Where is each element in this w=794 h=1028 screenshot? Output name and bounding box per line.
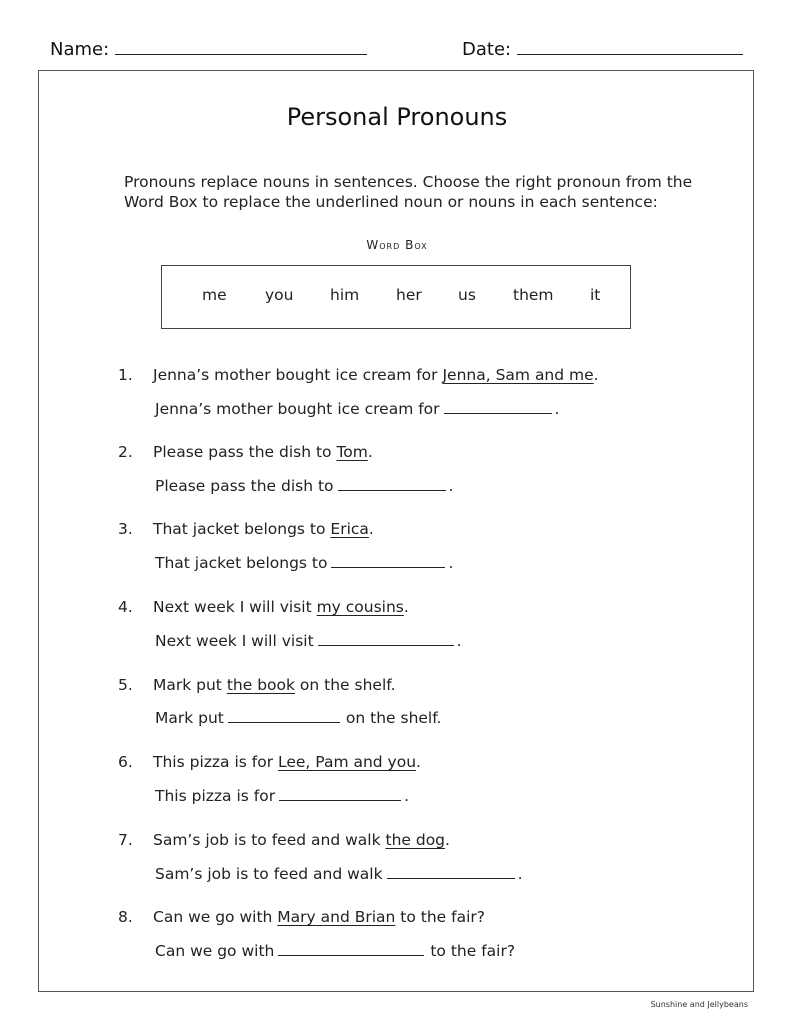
underlined-noun: Erica <box>330 520 369 538</box>
answer-end: on the shelf. <box>345 709 442 727</box>
answer-end: . <box>448 554 454 572</box>
question-sentence <box>153 908 485 926</box>
answer-text: Next week I will visit <box>155 632 314 650</box>
sentence-end: . <box>367 443 373 461</box>
sentence-end: . <box>368 520 374 538</box>
answer-sentence <box>155 863 523 883</box>
answer-blank[interactable] <box>338 475 446 491</box>
underlined-noun: my cousins <box>316 598 404 616</box>
question-sentence <box>153 676 396 694</box>
sentence-text: Sam’s job is to feed and walk <box>153 831 386 849</box>
question-sentence <box>153 598 409 616</box>
answer-blank[interactable] <box>279 785 401 801</box>
sentence-text: Next week I will visit <box>153 598 317 616</box>
answer-text: Sam’s job is to feed and walk <box>155 865 383 883</box>
answer-text: This pizza is for <box>155 787 276 805</box>
answer-sentence <box>155 940 515 960</box>
question-sentence <box>153 831 450 849</box>
answer-blank[interactable] <box>278 940 424 956</box>
sentence-end: . <box>403 598 409 616</box>
answer-text: That jacket belongs to <box>155 554 328 572</box>
answer-end: . <box>554 400 560 418</box>
question-sentence <box>153 520 374 538</box>
underlined-noun: Mary and Brian <box>277 908 396 926</box>
sentence-text: Can we go with <box>153 908 278 926</box>
sentence-end: . <box>445 831 450 849</box>
underlined-noun: Jenna, Sam and me <box>442 366 594 384</box>
sentence-end: . <box>416 753 421 771</box>
answer-sentence <box>155 398 559 418</box>
word-box-item: me <box>202 286 227 304</box>
answer-blank[interactable] <box>444 398 552 414</box>
sentence-end: to the fair? <box>395 908 485 926</box>
name-label: Name: <box>50 39 110 60</box>
word-box-item: her <box>396 286 422 304</box>
question-number: 3. <box>118 520 133 538</box>
word-box-label: Word Box <box>366 238 428 252</box>
answer-sentence <box>155 707 442 727</box>
date-label: Date: <box>462 39 512 60</box>
question-sentence <box>153 443 373 461</box>
answer-end: . <box>456 632 462 650</box>
question-sentence <box>153 753 421 771</box>
word-box-item: them <box>513 286 554 304</box>
answer-blank[interactable] <box>387 863 515 879</box>
answer-sentence <box>155 475 453 495</box>
sentence-end: on the shelf. <box>294 676 396 694</box>
answer-sentence <box>155 552 453 572</box>
answer-text: Mark put <box>155 709 224 727</box>
word-box-item: you <box>265 286 294 304</box>
question-number: 8. <box>118 908 133 926</box>
answer-blank[interactable] <box>331 552 445 568</box>
footer-credit: Sunshine and Jellybeans <box>650 1000 748 1009</box>
sentence-end: . <box>593 366 599 384</box>
answer-text: Please pass the dish to <box>155 477 334 495</box>
answer-sentence <box>155 630 462 650</box>
question-number: 6. <box>118 753 133 771</box>
date-blank[interactable] <box>517 38 743 55</box>
answer-end: . <box>448 477 454 495</box>
answer-end: . <box>404 787 410 805</box>
answer-blank[interactable] <box>318 630 454 646</box>
answer-end: to the fair? <box>430 942 516 960</box>
question-sentence <box>153 366 599 384</box>
word-box-item: it <box>590 286 601 304</box>
answer-sentence <box>155 785 409 805</box>
name-blank[interactable] <box>115 38 367 55</box>
underlined-noun: Tom <box>336 443 368 461</box>
sentence-text: Please pass the dish to <box>153 443 337 461</box>
question-number: 1. <box>118 366 133 384</box>
answer-end: . <box>517 865 523 883</box>
answer-text: Can we go with <box>155 942 275 960</box>
date-field[interactable] <box>462 38 743 60</box>
question-number: 7. <box>118 831 133 849</box>
page-title: Personal Pronouns <box>286 103 508 131</box>
underlined-noun: the book <box>226 676 295 694</box>
question-number: 2. <box>118 443 133 461</box>
answer-blank[interactable] <box>228 707 340 723</box>
instructions: Pronouns replace nouns in sentences. Choose the right pronoun from the Word Box to replace the underlined noun or nouns in each sentence: <box>124 173 693 211</box>
underlined-noun: the dog <box>385 831 446 849</box>
word-box-item: him <box>330 286 360 304</box>
sentence-text: This pizza is for <box>153 753 278 771</box>
name-field[interactable] <box>50 38 367 60</box>
sentence-text: Mark put <box>153 676 227 694</box>
answer-text: Jenna’s mother bought ice cream for <box>155 400 440 418</box>
word-box-item: us <box>458 286 476 304</box>
word-box <box>161 265 631 329</box>
question-number: 4. <box>118 598 133 616</box>
underlined-noun: Lee, Pam and you <box>278 753 417 771</box>
sentence-text: That jacket belongs to <box>153 520 331 538</box>
sentence-text: Jenna’s mother bought ice cream for <box>153 366 443 384</box>
question-number: 5. <box>118 676 133 694</box>
